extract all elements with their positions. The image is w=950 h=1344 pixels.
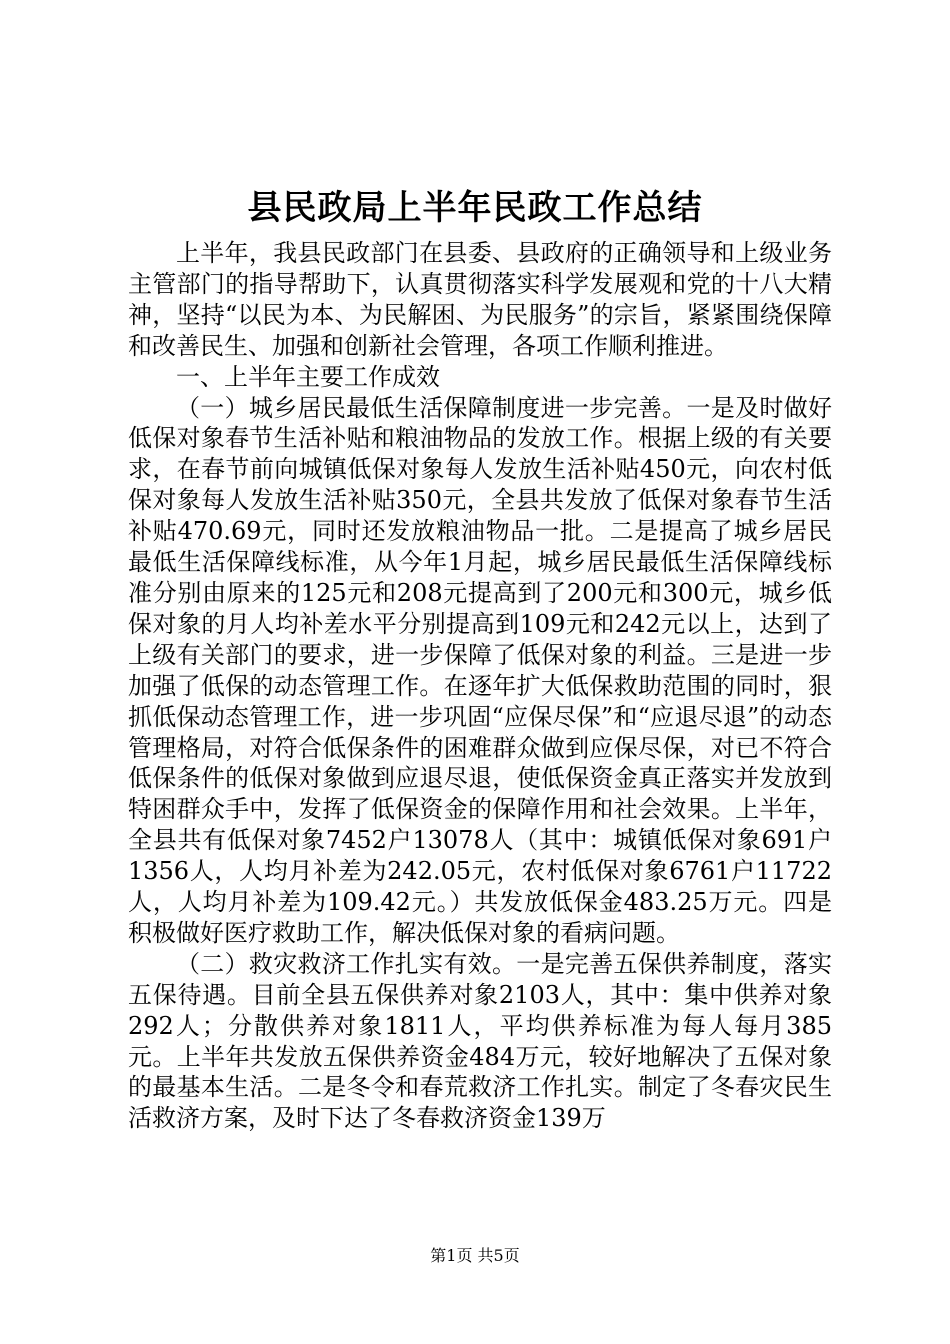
paragraph-subsistence-allowance: （一）城乡居民最低生活保障制度进一步完善。一是及时做好低保对象春节生活补贴和粮油物品的发放工作。根据上级的有关要求，在春节前向城镇低保对象每人发放生活补贴450元，向农村低保对象每人发放生活补贴350元，全县共发放了低保对象春节生活补贴470.69元，同时还发放粮油物品一批。二是提高了城乡居民最低生活保障线标准，从今年1月起，城乡居民最低生活保障线标准分别由原来的125元和208元提高到了200元和300元，城乡低保对象的月人均补差水平分别提高到109元和242元以上，达到了上级有关部门的要求，进一步保障了低保对象的利益。三是进一步加强了低保的动态管理工作。在逐年扩大低保救助范围的同时，狠抓低保动态管理工作，进一步巩固“应保尽保”和“应退尽退”的动态管理格局，对符合低保条件的困难群众做到应保尽保，对已不符合低保条件的低保对象做到应退尽退，使低保资金真正落实并发放到特困群众手中，发挥了低保资金的保障作用和社会效果。上半年，全县共有低保对象7452户13078人（其中：城镇低保对象691户1356人，人均月补差为242.05元，农村低保对象6761户11722人，人均月补差为109.42元。）共发放低保金483.25万元。四是积极做好医疗救助工作，解决低保对象的看病问题。 — [128, 393, 832, 947]
page-number-footer: 第1页 共5页 — [430, 1246, 520, 1265]
paragraph-intro: 上半年，我县民政部门在县委、县政府的正确领导和上级业务主管部门的指导帮助下，认真贯彻落实科学发展观和党的十八大精神，坚持“以民为本、为民解困、为民服务”的宗旨，紧紧围绕保障和改善民生、加强和创新社会管理，各项工作顺利推进。 — [128, 239, 832, 360]
document-body — [128, 238, 832, 1134]
paragraph-disaster-relief: （二）救灾救济工作扎实有效。一是完善五保供养制度，落实五保待遇。目前全县五保供养对象2103人，其中：集中供养对象292人；分散供养对象1811人，平均供养标准为每人每月385元。上半年共发放五保供养资金484万元，较好地解决了五保对象的最基本生活。二是冬令和春荒救济工作扎实。制定了冬春灾民生活救济方案，及时下达了冬春救济资金139万 — [128, 949, 832, 1133]
section-heading: 一、上半年主要工作成效 — [176, 362, 440, 391]
document-title: 县民政局上半年民政工作总结 — [247, 188, 703, 228]
